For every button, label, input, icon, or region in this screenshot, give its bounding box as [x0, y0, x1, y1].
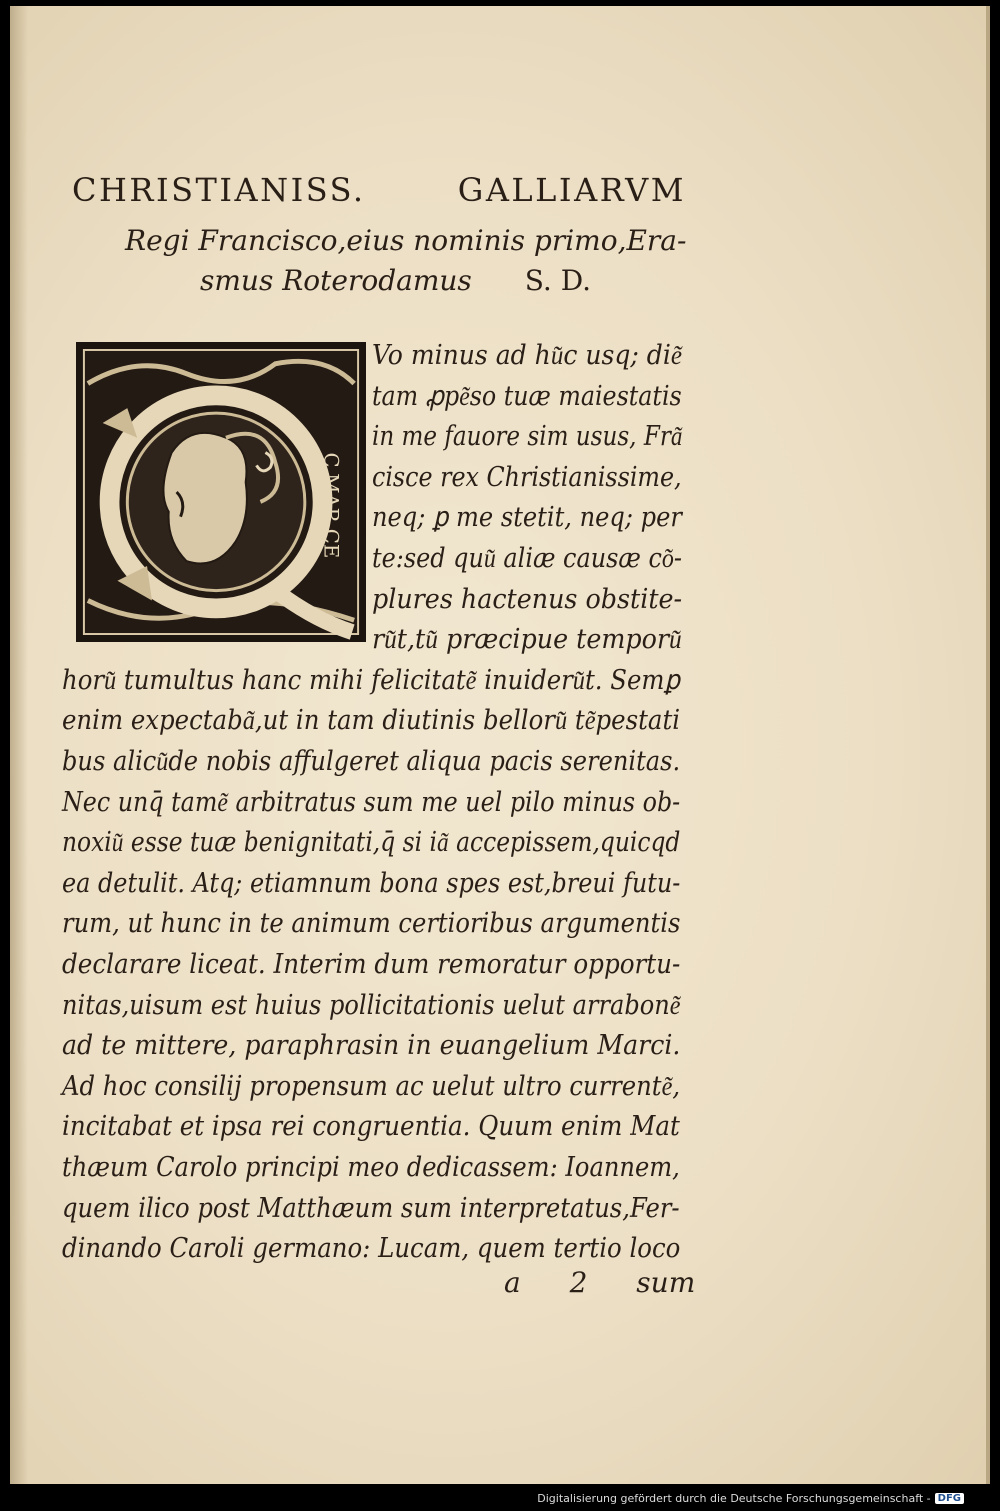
heading-line-2 [125, 224, 686, 257]
dfg-logo: DFG [935, 1493, 964, 1504]
body-line: declarare liceat. Interim dum remoratur opportu- [62, 949, 681, 980]
initial-woodcut-illustration [78, 344, 364, 640]
signature-mark: a 2 sum [504, 1266, 696, 1299]
body-line: Ad hoc consilij propensum ac uelut ultro currente͂, [62, 1070, 681, 1102]
body-line: quem ilico post Matthæum sum interpretatus,Fer- [62, 1192, 680, 1224]
digitization-footer [537, 1492, 964, 1505]
initial-inscription: C.MAR.CE [319, 452, 343, 559]
body-line: ad te mittere, paraphrasin in euangelium Marci. [62, 1030, 681, 1062]
body-line: thæum Carolo principi meo dedicassem: Ioannem, [62, 1152, 680, 1183]
body-line: incitabat et ipsa rei congruentia. Quum enim Mat [62, 1111, 680, 1143]
body-line: ru͂t,tu͂ præcipue temporu͂ [372, 624, 682, 656]
body-line: enim expectaba͂,ut in tam diutinis belloru͂ te͂pestati [62, 705, 681, 737]
body-line: neq; ꝑ me stetit, neq; per [372, 502, 682, 534]
heading-word-2: GALLIARVM [457, 171, 686, 209]
body-line: nitas,uisum est huius pollicitationis uelut arrabone͂ [62, 989, 681, 1021]
body-line: rum, ut hunc in te animum certioribus argumentis [62, 908, 681, 940]
book-page [10, 6, 990, 1484]
page-spine-shadow [10, 6, 28, 1484]
dedication-line-2: Regi Francisco,eius nominis primo,Era- [125, 224, 687, 257]
body-line: bus alicu͂de nobis affulgeret aliqua pacis serenitas. [62, 746, 681, 777]
dedication-author: smus Roterodamus [200, 264, 472, 297]
heading-word-1: CHRISTIANISS. [72, 171, 366, 209]
body-line: te:sed quu͂ aliæ causæ co͂- [372, 543, 682, 574]
footer-text: Digitalisierung gefördert durch die Deutsche Forschungsgemeinschaft - [537, 1492, 931, 1505]
body-line: tam ꝓpe͂so tuæ maiestatis [372, 380, 682, 412]
body-line: ea detulit. Atq; etiamnum bona spes est,breui futu- [62, 867, 681, 899]
body-line: Vo minus ad hu͂c usq; die͂ [372, 340, 682, 371]
body-line: horu͂ tumultus hanc mihi felicitate͂ inuideru͂t. Semꝑ [62, 664, 680, 696]
page-heading [72, 171, 686, 209]
body-line: in me fauore sim usus, Fra͂ [372, 421, 683, 453]
body-line: noxiu͂ esse tuæ benignitati,q̄ si ia͂ accepissem,quicqd [62, 827, 681, 859]
dedication-salutation: S. D. [524, 264, 592, 297]
body-line: cisce rex Christianissime, [372, 461, 682, 493]
decorated-initial [76, 342, 366, 642]
heading-line-3 [200, 264, 591, 297]
body-line: Nec unq̄ tame͂ arbitratus sum me uel pilo minus ob- [62, 786, 681, 818]
body-line: dinando Caroli germano: Lucam, quem tertio loco [62, 1233, 681, 1265]
body-line: plures hactenus obstite- [372, 583, 683, 615]
